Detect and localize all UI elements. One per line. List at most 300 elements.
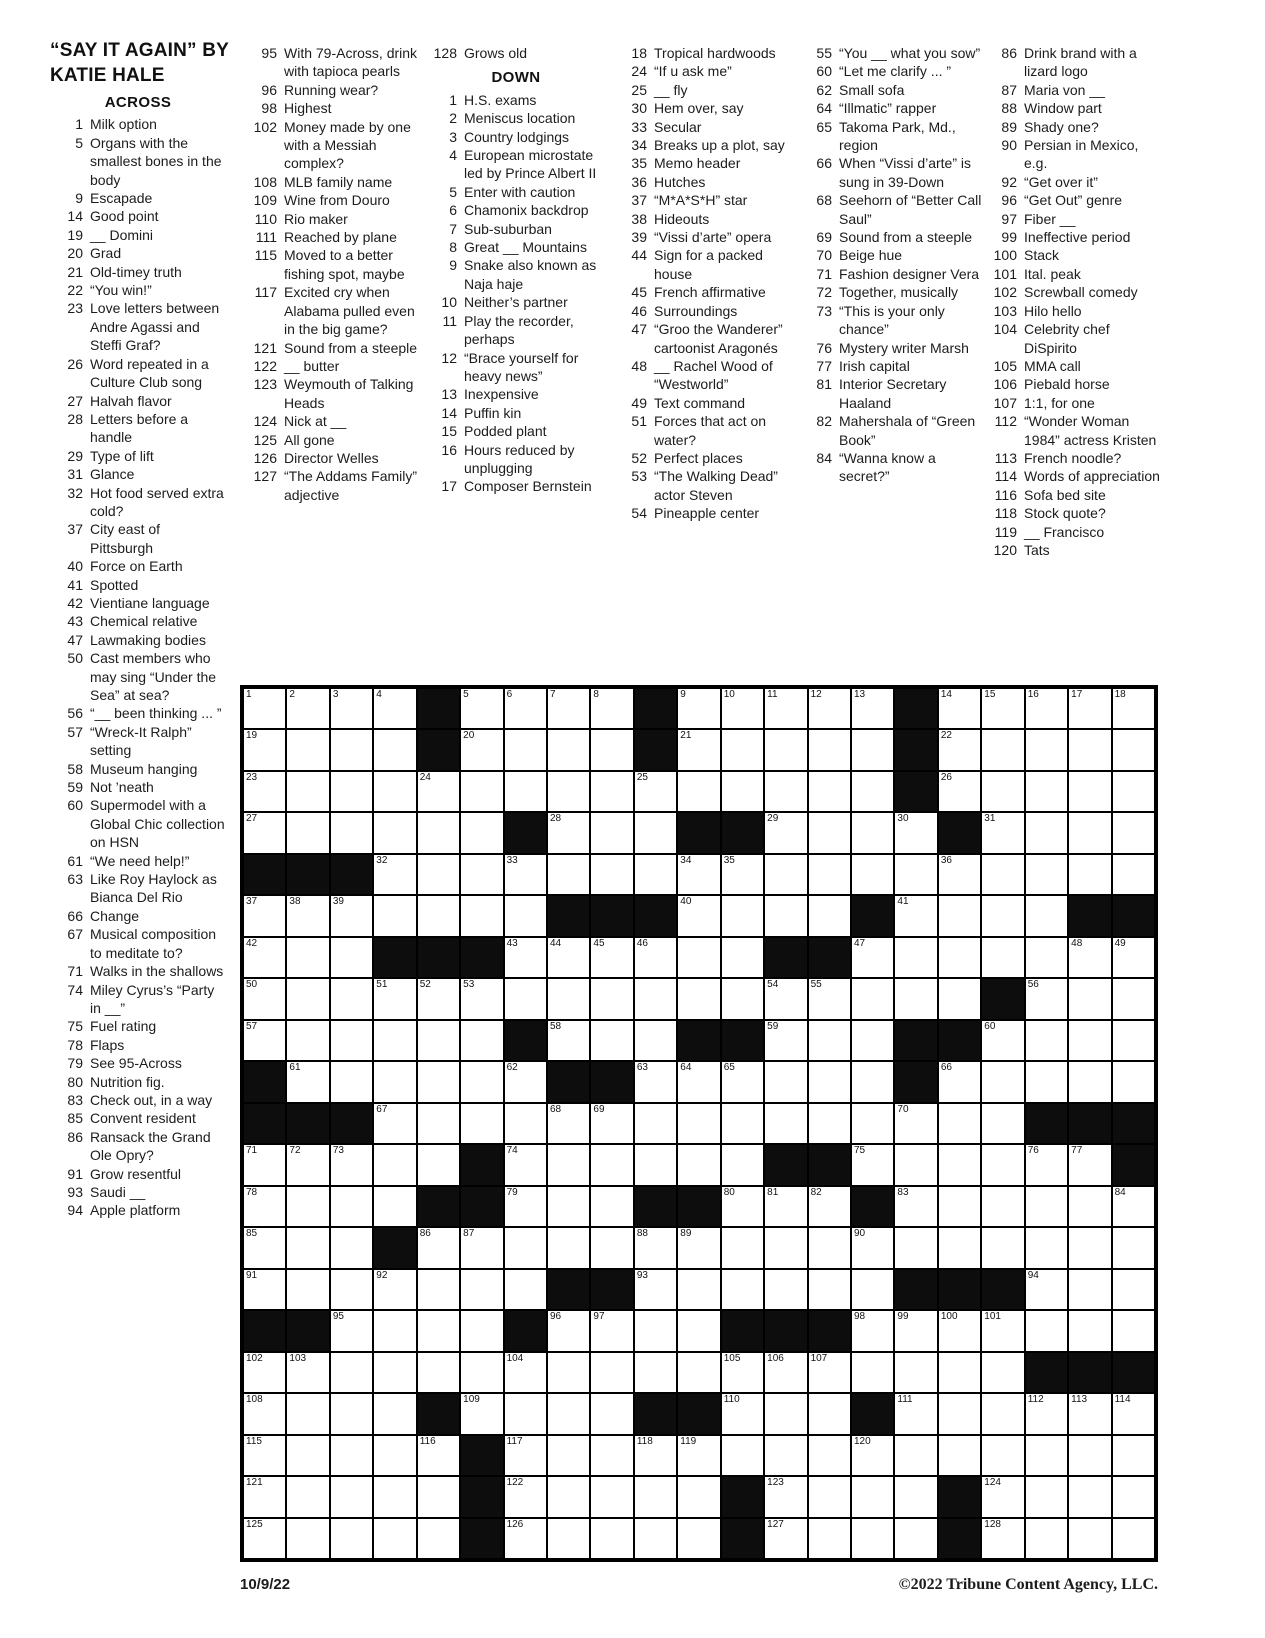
grid-cell-r19c19[interactable] <box>1068 1476 1111 1517</box>
grid-cell-r20c12[interactable] <box>764 1518 807 1559</box>
grid-cell-r13c18[interactable] <box>1025 1227 1068 1268</box>
grid-cell-r13c6[interactable] <box>504 1227 547 1268</box>
grid-cell-r4c6[interactable] <box>504 854 547 895</box>
grid-cell-r11c3[interactable] <box>373 1144 416 1185</box>
grid-cell-r20c6[interactable] <box>504 1518 547 1559</box>
grid-cell-r8c7[interactable] <box>547 1020 590 1061</box>
grid-cell-r14c5[interactable] <box>460 1269 503 1310</box>
grid-cell-r18c18[interactable] <box>1025 1435 1068 1476</box>
grid-cell-r12c11[interactable] <box>721 1186 764 1227</box>
grid-cell-r18c15[interactable] <box>894 1435 937 1476</box>
grid-cell-r7c7[interactable] <box>547 978 590 1019</box>
grid-cell-r16c6[interactable] <box>504 1352 547 1393</box>
grid-cell-r18c8[interactable] <box>590 1435 633 1476</box>
grid-cell-r6c1[interactable] <box>286 937 329 978</box>
grid-cell-r1c5[interactable] <box>460 729 503 770</box>
grid-cell-r17c3[interactable] <box>373 1393 416 1434</box>
grid-cell-r15c20[interactable] <box>1112 1310 1155 1351</box>
grid-cell-r11c2[interactable] <box>330 1144 373 1185</box>
grid-cell-r12c13[interactable] <box>808 1186 851 1227</box>
grid-cell-r17c2[interactable] <box>330 1393 373 1434</box>
grid-cell-r10c3[interactable] <box>373 1103 416 1144</box>
grid-cell-r16c13[interactable] <box>808 1352 851 1393</box>
grid-cell-r12c6[interactable] <box>504 1186 547 1227</box>
grid-cell-r5c2[interactable] <box>330 895 373 936</box>
grid-cell-r8c4[interactable] <box>417 1020 460 1061</box>
grid-cell-r7c19[interactable] <box>1068 978 1111 1019</box>
grid-cell-r18c2[interactable] <box>330 1435 373 1476</box>
grid-cell-r2c10[interactable] <box>677 771 720 812</box>
grid-cell-r19c12[interactable] <box>764 1476 807 1517</box>
grid-cell-r14c0[interactable] <box>243 1269 286 1310</box>
grid-cell-r13c10[interactable] <box>677 1227 720 1268</box>
grid-cell-r12c15[interactable] <box>894 1186 937 1227</box>
grid-cell-r20c2[interactable] <box>330 1518 373 1559</box>
grid-cell-r7c11[interactable] <box>721 978 764 1019</box>
grid-cell-r18c4[interactable] <box>417 1435 460 1476</box>
grid-cell-r15c15[interactable] <box>894 1310 937 1351</box>
grid-cell-r4c18[interactable] <box>1025 854 1068 895</box>
grid-cell-r2c6[interactable] <box>504 771 547 812</box>
grid-cell-r17c8[interactable] <box>590 1393 633 1434</box>
grid-cell-r7c5[interactable] <box>460 978 503 1019</box>
grid-cell-r19c15[interactable] <box>894 1476 937 1517</box>
grid-cell-r4c20[interactable] <box>1112 854 1155 895</box>
grid-cell-r2c4[interactable] <box>417 771 460 812</box>
grid-cell-r0c3[interactable] <box>373 688 416 729</box>
grid-cell-r17c19[interactable] <box>1068 1393 1111 1434</box>
grid-cell-r9c19[interactable] <box>1068 1061 1111 1102</box>
grid-cell-r4c11[interactable] <box>721 854 764 895</box>
grid-cell-r19c0[interactable] <box>243 1476 286 1517</box>
grid-cell-r8c0[interactable] <box>243 1020 286 1061</box>
grid-cell-r14c10[interactable] <box>677 1269 720 1310</box>
grid-cell-r10c11[interactable] <box>721 1103 764 1144</box>
grid-cell-r13c17[interactable] <box>981 1227 1024 1268</box>
grid-cell-r9c18[interactable] <box>1025 1061 1068 1102</box>
grid-cell-r10c10[interactable] <box>677 1103 720 1144</box>
grid-cell-r16c1[interactable] <box>286 1352 329 1393</box>
grid-cell-r17c12[interactable] <box>764 1393 807 1434</box>
grid-cell-r20c3[interactable] <box>373 1518 416 1559</box>
grid-cell-r16c2[interactable] <box>330 1352 373 1393</box>
grid-cell-r4c19[interactable] <box>1068 854 1111 895</box>
grid-cell-r15c10[interactable] <box>677 1310 720 1351</box>
grid-cell-r0c20[interactable] <box>1112 688 1155 729</box>
grid-cell-r3c15[interactable] <box>894 812 937 853</box>
grid-cell-r2c14[interactable] <box>851 771 894 812</box>
grid-cell-r15c3[interactable] <box>373 1310 416 1351</box>
grid-cell-r20c17[interactable] <box>981 1518 1024 1559</box>
grid-cell-r7c13[interactable] <box>808 978 851 1019</box>
grid-cell-r10c9[interactable] <box>634 1103 677 1144</box>
grid-cell-r4c15[interactable] <box>894 854 937 895</box>
grid-cell-r20c20[interactable] <box>1112 1518 1155 1559</box>
grid-cell-r4c13[interactable] <box>808 854 851 895</box>
grid-cell-r13c7[interactable] <box>547 1227 590 1268</box>
grid-cell-r5c17[interactable] <box>981 895 1024 936</box>
grid-cell-r1c18[interactable] <box>1025 729 1068 770</box>
grid-cell-r9c12[interactable] <box>764 1061 807 1102</box>
grid-cell-r2c20[interactable] <box>1112 771 1155 812</box>
grid-cell-r7c20[interactable] <box>1112 978 1155 1019</box>
grid-cell-r3c2[interactable] <box>330 812 373 853</box>
grid-cell-r0c13[interactable] <box>808 688 851 729</box>
grid-cell-r8c14[interactable] <box>851 1020 894 1061</box>
grid-cell-r6c8[interactable] <box>590 937 633 978</box>
grid-cell-r19c2[interactable] <box>330 1476 373 1517</box>
grid-cell-r16c5[interactable] <box>460 1352 503 1393</box>
grid-cell-r16c12[interactable] <box>764 1352 807 1393</box>
grid-cell-r9c17[interactable] <box>981 1061 1024 1102</box>
grid-cell-r18c17[interactable] <box>981 1435 1024 1476</box>
grid-cell-r12c19[interactable] <box>1068 1186 1111 1227</box>
grid-cell-r13c9[interactable] <box>634 1227 677 1268</box>
grid-cell-r19c1[interactable] <box>286 1476 329 1517</box>
grid-cell-r6c7[interactable] <box>547 937 590 978</box>
grid-cell-r20c18[interactable] <box>1025 1518 1068 1559</box>
grid-cell-r7c2[interactable] <box>330 978 373 1019</box>
grid-cell-r14c18[interactable] <box>1025 1269 1068 1310</box>
grid-cell-r14c2[interactable] <box>330 1269 373 1310</box>
grid-cell-r7c16[interactable] <box>938 978 981 1019</box>
grid-cell-r15c8[interactable] <box>590 1310 633 1351</box>
grid-cell-r19c17[interactable] <box>981 1476 1024 1517</box>
grid-cell-r15c17[interactable] <box>981 1310 1024 1351</box>
grid-cell-r2c12[interactable] <box>764 771 807 812</box>
grid-cell-r8c19[interactable] <box>1068 1020 1111 1061</box>
grid-cell-r7c10[interactable] <box>677 978 720 1019</box>
grid-cell-r9c5[interactable] <box>460 1061 503 1102</box>
grid-cell-r11c16[interactable] <box>938 1144 981 1185</box>
grid-cell-r0c6[interactable] <box>504 688 547 729</box>
grid-cell-r10c17[interactable] <box>981 1103 1024 1144</box>
grid-cell-r9c3[interactable] <box>373 1061 416 1102</box>
grid-cell-r17c18[interactable] <box>1025 1393 1068 1434</box>
grid-cell-r8c8[interactable] <box>590 1020 633 1061</box>
grid-cell-r18c13[interactable] <box>808 1435 851 1476</box>
grid-cell-r18c12[interactable] <box>764 1435 807 1476</box>
grid-cell-r4c7[interactable] <box>547 854 590 895</box>
grid-cell-r1c11[interactable] <box>721 729 764 770</box>
grid-cell-r18c6[interactable] <box>504 1435 547 1476</box>
grid-cell-r7c3[interactable] <box>373 978 416 1019</box>
grid-cell-r13c11[interactable] <box>721 1227 764 1268</box>
grid-cell-r10c13[interactable] <box>808 1103 851 1144</box>
grid-cell-r10c7[interactable] <box>547 1103 590 1144</box>
grid-cell-r20c15[interactable] <box>894 1518 937 1559</box>
grid-cell-r1c14[interactable] <box>851 729 894 770</box>
grid-cell-r8c3[interactable] <box>373 1020 416 1061</box>
grid-cell-r6c9[interactable] <box>634 937 677 978</box>
grid-cell-r11c8[interactable] <box>590 1144 633 1185</box>
grid-cell-r5c3[interactable] <box>373 895 416 936</box>
grid-cell-r3c9[interactable] <box>634 812 677 853</box>
grid-cell-r14c11[interactable] <box>721 1269 764 1310</box>
grid-cell-r19c6[interactable] <box>504 1476 547 1517</box>
grid-cell-r10c8[interactable] <box>590 1103 633 1144</box>
grid-cell-r8c12[interactable] <box>764 1020 807 1061</box>
grid-cell-r5c13[interactable] <box>808 895 851 936</box>
grid-cell-r14c3[interactable] <box>373 1269 416 1310</box>
grid-cell-r3c14[interactable] <box>851 812 894 853</box>
grid-cell-r8c20[interactable] <box>1112 1020 1155 1061</box>
grid-cell-r7c0[interactable] <box>243 978 286 1019</box>
grid-cell-r1c0[interactable] <box>243 729 286 770</box>
grid-cell-r14c1[interactable] <box>286 1269 329 1310</box>
grid-cell-r11c6[interactable] <box>504 1144 547 1185</box>
grid-cell-r16c8[interactable] <box>590 1352 633 1393</box>
grid-cell-r5c5[interactable] <box>460 895 503 936</box>
grid-cell-r20c0[interactable] <box>243 1518 286 1559</box>
grid-cell-r11c10[interactable] <box>677 1144 720 1185</box>
grid-cell-r1c17[interactable] <box>981 729 1024 770</box>
grid-cell-r1c10[interactable] <box>677 729 720 770</box>
grid-cell-r6c18[interactable] <box>1025 937 1068 978</box>
grid-cell-r4c3[interactable] <box>373 854 416 895</box>
grid-cell-r0c11[interactable] <box>721 688 764 729</box>
grid-cell-r17c20[interactable] <box>1112 1393 1155 1434</box>
grid-cell-r20c9[interactable] <box>634 1518 677 1559</box>
grid-cell-r17c7[interactable] <box>547 1393 590 1434</box>
grid-cell-r13c12[interactable] <box>764 1227 807 1268</box>
grid-cell-r5c4[interactable] <box>417 895 460 936</box>
grid-cell-r11c7[interactable] <box>547 1144 590 1185</box>
grid-cell-r2c7[interactable] <box>547 771 590 812</box>
grid-cell-r9c1[interactable] <box>286 1061 329 1102</box>
grid-cell-r6c6[interactable] <box>504 937 547 978</box>
grid-cell-r20c8[interactable] <box>590 1518 633 1559</box>
grid-cell-r15c14[interactable] <box>851 1310 894 1351</box>
grid-cell-r0c2[interactable] <box>330 688 373 729</box>
grid-cell-r5c15[interactable] <box>894 895 937 936</box>
grid-cell-r5c18[interactable] <box>1025 895 1068 936</box>
grid-cell-r3c19[interactable] <box>1068 812 1111 853</box>
grid-cell-r1c7[interactable] <box>547 729 590 770</box>
grid-cell-r9c16[interactable] <box>938 1061 981 1102</box>
grid-cell-r17c17[interactable] <box>981 1393 1024 1434</box>
grid-cell-r5c16[interactable] <box>938 895 981 936</box>
grid-cell-r16c3[interactable] <box>373 1352 416 1393</box>
grid-cell-r3c20[interactable] <box>1112 812 1155 853</box>
grid-cell-r8c18[interactable] <box>1025 1020 1068 1061</box>
grid-cell-r15c18[interactable] <box>1025 1310 1068 1351</box>
grid-cell-r17c5[interactable] <box>460 1393 503 1434</box>
grid-cell-r4c10[interactable] <box>677 854 720 895</box>
grid-cell-r16c16[interactable] <box>938 1352 981 1393</box>
grid-cell-r1c19[interactable] <box>1068 729 1111 770</box>
grid-cell-r6c19[interactable] <box>1068 937 1111 978</box>
grid-cell-r6c2[interactable] <box>330 937 373 978</box>
grid-cell-r17c6[interactable] <box>504 1393 547 1434</box>
grid-cell-r10c16[interactable] <box>938 1103 981 1144</box>
grid-cell-r13c20[interactable] <box>1112 1227 1155 1268</box>
grid-cell-r12c2[interactable] <box>330 1186 373 1227</box>
grid-cell-r0c8[interactable] <box>590 688 633 729</box>
grid-cell-r12c0[interactable] <box>243 1186 286 1227</box>
grid-cell-r3c13[interactable] <box>808 812 851 853</box>
grid-cell-r17c16[interactable] <box>938 1393 981 1434</box>
grid-cell-r12c20[interactable] <box>1112 1186 1155 1227</box>
grid-cell-r7c18[interactable] <box>1025 978 1068 1019</box>
grid-cell-r17c11[interactable] <box>721 1393 764 1434</box>
grid-cell-r4c9[interactable] <box>634 854 677 895</box>
grid-cell-r13c16[interactable] <box>938 1227 981 1268</box>
grid-cell-r5c11[interactable] <box>721 895 764 936</box>
grid-cell-r5c12[interactable] <box>764 895 807 936</box>
grid-cell-r8c13[interactable] <box>808 1020 851 1061</box>
grid-cell-r0c10[interactable] <box>677 688 720 729</box>
grid-cell-r18c1[interactable] <box>286 1435 329 1476</box>
grid-cell-r0c12[interactable] <box>764 688 807 729</box>
grid-cell-r18c20[interactable] <box>1112 1435 1155 1476</box>
grid-cell-r12c16[interactable] <box>938 1186 981 1227</box>
grid-cell-r11c9[interactable] <box>634 1144 677 1185</box>
grid-cell-r16c4[interactable] <box>417 1352 460 1393</box>
grid-cell-r18c11[interactable] <box>721 1435 764 1476</box>
grid-cell-r4c4[interactable] <box>417 854 460 895</box>
grid-cell-r9c11[interactable] <box>721 1061 764 1102</box>
grid-cell-r1c1[interactable] <box>286 729 329 770</box>
grid-cell-r19c7[interactable] <box>547 1476 590 1517</box>
grid-cell-r0c1[interactable] <box>286 688 329 729</box>
grid-cell-r8c17[interactable] <box>981 1020 1024 1061</box>
grid-cell-r16c9[interactable] <box>634 1352 677 1393</box>
grid-cell-r13c4[interactable] <box>417 1227 460 1268</box>
grid-cell-r20c10[interactable] <box>677 1518 720 1559</box>
grid-cell-r16c15[interactable] <box>894 1352 937 1393</box>
grid-cell-r19c18[interactable] <box>1025 1476 1068 1517</box>
grid-cell-r18c0[interactable] <box>243 1435 286 1476</box>
grid-cell-r11c14[interactable] <box>851 1144 894 1185</box>
grid-cell-r10c12[interactable] <box>764 1103 807 1144</box>
grid-cell-r2c8[interactable] <box>590 771 633 812</box>
grid-cell-r11c0[interactable] <box>243 1144 286 1185</box>
grid-cell-r15c16[interactable] <box>938 1310 981 1351</box>
grid-cell-r2c11[interactable] <box>721 771 764 812</box>
grid-cell-r6c20[interactable] <box>1112 937 1155 978</box>
grid-cell-r3c0[interactable] <box>243 812 286 853</box>
grid-cell-r14c12[interactable] <box>764 1269 807 1310</box>
grid-cell-r0c18[interactable] <box>1025 688 1068 729</box>
grid-cell-r15c9[interactable] <box>634 1310 677 1351</box>
grid-cell-r1c13[interactable] <box>808 729 851 770</box>
grid-cell-r20c1[interactable] <box>286 1518 329 1559</box>
grid-cell-r20c7[interactable] <box>547 1518 590 1559</box>
grid-cell-r13c2[interactable] <box>330 1227 373 1268</box>
grid-cell-r7c15[interactable] <box>894 978 937 1019</box>
grid-cell-r2c13[interactable] <box>808 771 851 812</box>
grid-cell-r4c12[interactable] <box>764 854 807 895</box>
grid-cell-r11c15[interactable] <box>894 1144 937 1185</box>
grid-cell-r19c8[interactable] <box>590 1476 633 1517</box>
grid-cell-r4c5[interactable] <box>460 854 503 895</box>
grid-cell-r6c17[interactable] <box>981 937 1024 978</box>
grid-cell-r9c13[interactable] <box>808 1061 851 1102</box>
grid-cell-r2c16[interactable] <box>938 771 981 812</box>
grid-cell-r20c4[interactable] <box>417 1518 460 1559</box>
grid-cell-r18c9[interactable] <box>634 1435 677 1476</box>
grid-cell-r0c14[interactable] <box>851 688 894 729</box>
grid-cell-r2c3[interactable] <box>373 771 416 812</box>
grid-cell-r9c20[interactable] <box>1112 1061 1155 1102</box>
grid-cell-r12c18[interactable] <box>1025 1186 1068 1227</box>
grid-cell-r18c14[interactable] <box>851 1435 894 1476</box>
grid-cell-r13c1[interactable] <box>286 1227 329 1268</box>
grid-cell-r14c14[interactable] <box>851 1269 894 1310</box>
grid-cell-r2c1[interactable] <box>286 771 329 812</box>
grid-cell-r2c19[interactable] <box>1068 771 1111 812</box>
grid-cell-r19c4[interactable] <box>417 1476 460 1517</box>
grid-cell-r19c3[interactable] <box>373 1476 416 1517</box>
grid-cell-r15c2[interactable] <box>330 1310 373 1351</box>
grid-cell-r17c13[interactable] <box>808 1393 851 1434</box>
grid-cell-r7c6[interactable] <box>504 978 547 1019</box>
grid-cell-r0c7[interactable] <box>547 688 590 729</box>
grid-cell-r12c17[interactable] <box>981 1186 1024 1227</box>
grid-cell-r9c6[interactable] <box>504 1061 547 1102</box>
grid-cell-r6c14[interactable] <box>851 937 894 978</box>
grid-cell-r18c7[interactable] <box>547 1435 590 1476</box>
grid-cell-r4c17[interactable] <box>981 854 1024 895</box>
grid-cell-r5c1[interactable] <box>286 895 329 936</box>
grid-cell-r10c6[interactable] <box>504 1103 547 1144</box>
grid-cell-r13c8[interactable] <box>590 1227 633 1268</box>
grid-cell-r15c5[interactable] <box>460 1310 503 1351</box>
grid-cell-r3c3[interactable] <box>373 812 416 853</box>
grid-cell-r1c3[interactable] <box>373 729 416 770</box>
grid-cell-r9c4[interactable] <box>417 1061 460 1102</box>
grid-cell-r16c0[interactable] <box>243 1352 286 1393</box>
grid-cell-r0c17[interactable] <box>981 688 1024 729</box>
grid-cell-r1c6[interactable] <box>504 729 547 770</box>
grid-cell-r15c4[interactable] <box>417 1310 460 1351</box>
grid-cell-r12c1[interactable] <box>286 1186 329 1227</box>
grid-cell-r8c5[interactable] <box>460 1020 503 1061</box>
grid-cell-r18c19[interactable] <box>1068 1435 1111 1476</box>
grid-cell-r8c2[interactable] <box>330 1020 373 1061</box>
grid-cell-r17c1[interactable] <box>286 1393 329 1434</box>
grid-cell-r18c16[interactable] <box>938 1435 981 1476</box>
grid-cell-r3c8[interactable] <box>590 812 633 853</box>
grid-cell-r0c19[interactable] <box>1068 688 1111 729</box>
grid-cell-r18c10[interactable] <box>677 1435 720 1476</box>
grid-cell-r19c10[interactable] <box>677 1476 720 1517</box>
grid-cell-r20c14[interactable] <box>851 1518 894 1559</box>
grid-cell-r10c15[interactable] <box>894 1103 937 1144</box>
grid-cell-r10c4[interactable] <box>417 1103 460 1144</box>
grid-cell-r11c18[interactable] <box>1025 1144 1068 1185</box>
grid-cell-r9c14[interactable] <box>851 1061 894 1102</box>
grid-cell-r2c5[interactable] <box>460 771 503 812</box>
grid-cell-r2c2[interactable] <box>330 771 373 812</box>
grid-cell-r0c0[interactable] <box>243 688 286 729</box>
grid-cell-r2c17[interactable] <box>981 771 1024 812</box>
grid-cell-r14c6[interactable] <box>504 1269 547 1310</box>
grid-cell-r1c8[interactable] <box>590 729 633 770</box>
grid-cell-r5c0[interactable] <box>243 895 286 936</box>
grid-cell-r15c7[interactable] <box>547 1310 590 1351</box>
grid-cell-r1c20[interactable] <box>1112 729 1155 770</box>
grid-cell-r19c9[interactable] <box>634 1476 677 1517</box>
grid-cell-r19c14[interactable] <box>851 1476 894 1517</box>
grid-cell-r13c19[interactable] <box>1068 1227 1111 1268</box>
grid-cell-r11c11[interactable] <box>721 1144 764 1185</box>
grid-cell-r5c6[interactable] <box>504 895 547 936</box>
grid-cell-r9c9[interactable] <box>634 1061 677 1102</box>
grid-cell-r16c14[interactable] <box>851 1352 894 1393</box>
grid-cell-r6c0[interactable] <box>243 937 286 978</box>
